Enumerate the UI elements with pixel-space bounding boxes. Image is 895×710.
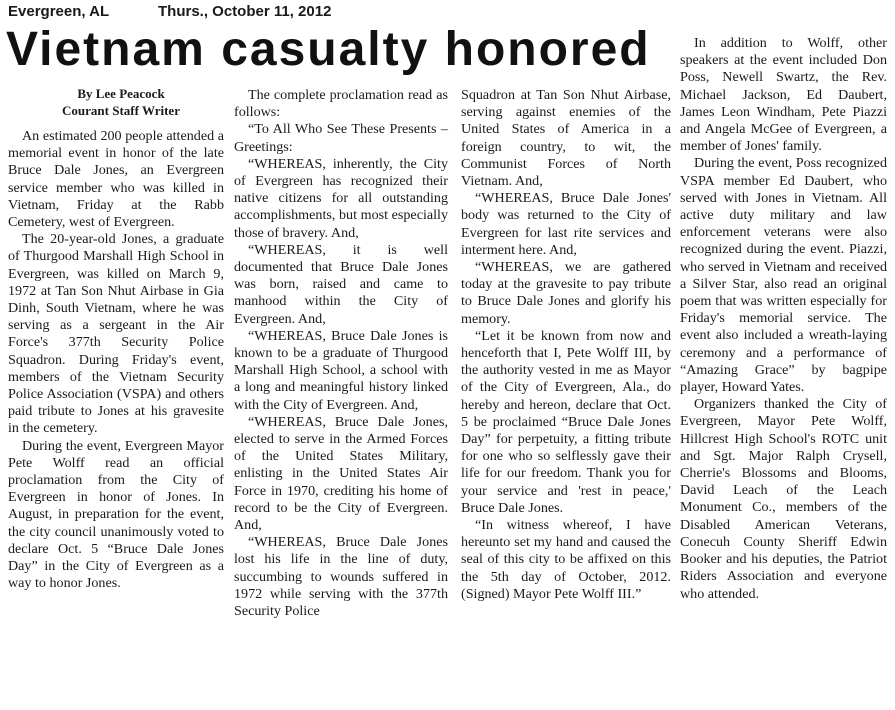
article-column-2 (234, 87, 448, 620)
paragraph: “Let it be known from now and henceforth that I, Pete Wolff III, by the authority vested in me as Mayor of the City of Evergreen, Ala., do hereby and hereon, declare that Oct. 5 be proclaimed “Bruce Dale Jones Day” for perpetuity, a fitting tribute for one who so selflessly gave their life for our freedom. Thank you for your service and 'rest in peace,' Bruce Dale Jones. (461, 327, 671, 516)
paragraph: “WHEREAS, Bruce Dale Jones lost his life in the line of duty, succumbing to wounds suffered in 1972 while serving with the 377th Security Police (234, 534, 448, 620)
paragraph: “WHEREAS, inherently, the City of Evergreen has recognized their native citizens for all outstanding accomplishments, but most especially those of bravery. And, (234, 155, 448, 241)
paragraph: An estimated 200 people attended a memorial event in honor of the late Bruce Dale Jones, an Evergreen service member who was killed in Vietnam, Friday at the Rabb Cemetery, west of Evergreen. (8, 128, 224, 231)
masthead-date: Thurs., October 11, 2012 (158, 3, 332, 20)
paragraph: “In witness whereof, I have hereunto set my hand and caused the seal of this city to be affixed on this the 5th day of October, 2012. (Signed) Mayor Pete Wolff III.” (461, 517, 671, 602)
paragraph: Organizers thanked the City of Evergreen, Mayor Pete Wolff, Hillcrest High School's ROTC unit and Sgt. Major Ralph Crysell, Cherrie's Blossoms and Blooms, David Leach of the Leach Monument Co., members of the Disabled American Veterans, Conecuh County Sheriff Edwin Booker and his deputies, the Patriot Riders Association and everyone who attended. (680, 396, 887, 602)
article-column-3 (461, 87, 671, 603)
byline (8, 85, 234, 119)
paragraph: “WHEREAS, Bruce Dale Jones, elected to serve in the Armed Forces of the United States Military, enlisting in the United States Air Force in 1970, crediting his home of record to be the City of Evergreen. And, (234, 413, 448, 534)
paragraph: The complete proclamation read as follows: (234, 87, 448, 121)
paragraph: “WHEREAS, it is well documented that Bruce Dale Jones was born, raised and came to manhood within the City of Evergreen. And, (234, 241, 448, 327)
article-column-4 (680, 35, 887, 603)
paragraph: During the event, Evergreen Mayor Pete Wolff read an official proclamation from the City of Evergreen in honor of Jones. In August, in preparation for the event, the city council unanimously voted to declare Oct. 5 “Bruce Dale Jones Day” in the City of Evergreen as a way to honor Jones. (8, 437, 224, 592)
paragraph: During the event, Poss recognized VSPA member Ed Daubert, who served with Jones in Vietnam. All active duty military and law enforcement veterans were also recognized during the event. Piazzi, who served in Vietnam and received a Silver Star, also read an original poem that was written especially for Friday's memorial service. The event also included a wreath-laying ceremony and a performance of “Amazing Grace” by bagpipe player, Howard Yates. (680, 155, 887, 396)
paragraph: The 20-year-old Jones, a graduate of Thurgood Marshall High School in Evergreen, was killed on March 9, 1972 at Tan Son Nhut Airbase in Gia Dinh, South Vietnam, where he was serving as a sergeant in the Air Force's 377th Security Police Squadron. During Friday's event, members of the Vietnam Security Police Association (VSPA) and others paid tribute to Jones at his gravesite in the cemetery. (8, 231, 224, 437)
paragraph: Squadron at Tan Son Nhut Airbase, serving against enemies of the United States of America in a foreign country, to wit, the Communist Forces of North Vietnam. And, (461, 87, 671, 190)
byline-author: By Lee Peacock (77, 86, 165, 101)
paragraph: “WHEREAS, we are gathered today at the gravesite to pay tribute to Bruce Dale Jones and glorify his memory. (461, 259, 671, 327)
article-column-1 (8, 128, 224, 592)
paragraph: “To All Who See These Presents – Greetings: (234, 121, 448, 155)
paragraph: In addition to Wolff, other speakers at the event included Don Poss, Newell Swartz, the Rev. Michael Jackson, Ed Daubert, James Leon Windham, Pete Piazzi and Angela McGee of Evergreen, a member of Jones' family. (680, 35, 887, 155)
masthead-place: Evergreen, AL (8, 3, 110, 20)
headline: Vietnam casualty honored (6, 23, 651, 76)
paragraph: “WHEREAS, Bruce Dale Jones is known to be a graduate of Thurgood Marshall High School, a school with a long and meaningful history linked with the City of Evergreen. And, (234, 327, 448, 413)
byline-role: Courant Staff Writer (62, 103, 180, 118)
paragraph: “WHEREAS, Bruce Dale Jones' body was returned to the City of Evergreen for last rite services and interment here. And, (461, 190, 671, 258)
